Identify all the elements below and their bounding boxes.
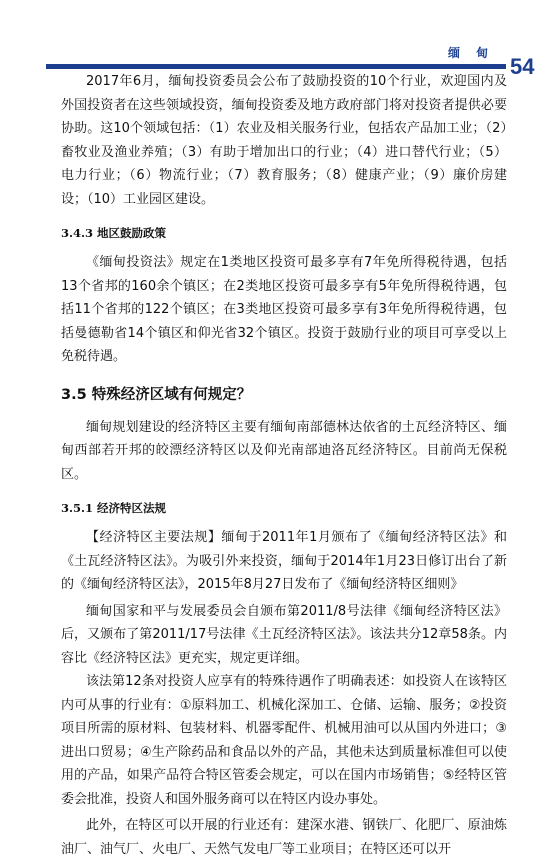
header-rule: [46, 64, 506, 69]
page-number: 54: [510, 54, 535, 79]
paragraph-dawei-sez-law: 缅甸国家和平与发展委员会自颁布第2011/8号法律《缅甸经济特区法》后，又颁布了第2011/17号法律《土瓦经济特区法》。该法共分12章58条。内容比《经济特区法》更充实，规定更详细。: [61, 603, 507, 666]
paragraph-sez-main-laws: 【经济特区主要法规】缅甸于2011年1月颁布了《缅甸经济特区法》和《土瓦经济特区法》。为吸引外来投资，缅甸于2014年1月23日修订出台了新的《缅甸经济特区法》，2015年8月27日发布了《缅甸经济特区细则》: [61, 530, 507, 592]
paragraph-other-industries: 此外，在特区可以开展的行业还有：建深水港、钢铁厂、化肥厂、原油炼油厂、油气厂、火电厂、天然气发电厂等工业项目；在特区还可以开: [61, 818, 507, 857]
paragraph-encouraged-industries: 2017年6月，缅甸投资委员会公布了鼓励投资的10个行业，欢迎国内及外国投资者在这些领域投资，缅甸投资委及地方政府部门将对投资者提供必要协助。这10个领域包括：（1）农业及相关服务行业，包括农产品加工业；（2）畜牧业及渔业养殖；（3）有助于增加出口的行业；（4）进口替代行业；（5）电力行业；（6）物流行业；（7）教育服务；（8）健康产业；（9）廉价房建设；（10）工业园区建设。: [61, 74, 507, 207]
subsection-heading-3-4-3: 3.4.3 地区鼓励政策: [61, 226, 167, 240]
paragraph-regional-incentives: 《缅甸投资法》规定在1类地区投资可最多享有7年免所得税待遇，包括13个省邦的160余个镇区；在2类地区投资可最多享有5年免所得税待遇，包括11个省邦的122个镇区；在3类地区投资可最多享有3年免所得税待遇，包括曼德勒省14个镇区和仰光省32个镇区。投资于鼓励行业的项目可享受以上免税待遇。: [61, 255, 507, 364]
section-heading-3-5: 3.5 特殊经济区域有何规定？: [61, 386, 252, 403]
paragraph-sez-overview: 缅甸规划建设的经济特区主要有缅甸南部德林达依省的土瓦经济特区、缅甸西部若开邦的皎漂经济特区以及仰光南部迪洛瓦经济特区。目前尚无保税区。: [61, 419, 507, 482]
page-body: [61, 70, 507, 861]
running-header-title: 缅 甸: [448, 46, 495, 60]
paragraph-investor-treatment: 该法第12条对投资人应享有的特殊待遇作了明确表述：如投资人在该特区内可从事的行业有：①原料加工、机械化深加工、仓储、运输、服务；②投资项目所需的原材料、包装材料、机器零配件、机械用油可以从国内外进口；③进出口贸易；④生产除药品和食品以外的产品，其他未达到质量标准但可以使用的产品，如果产品符合特区管委会规定，可以在国内市场销售；⑤经特区管委会批准，投资人和国外服务商可以在特区内设办事处。: [61, 674, 507, 807]
subsection-heading-3-5-1: 3.5.1 经济特区法规: [61, 501, 167, 515]
